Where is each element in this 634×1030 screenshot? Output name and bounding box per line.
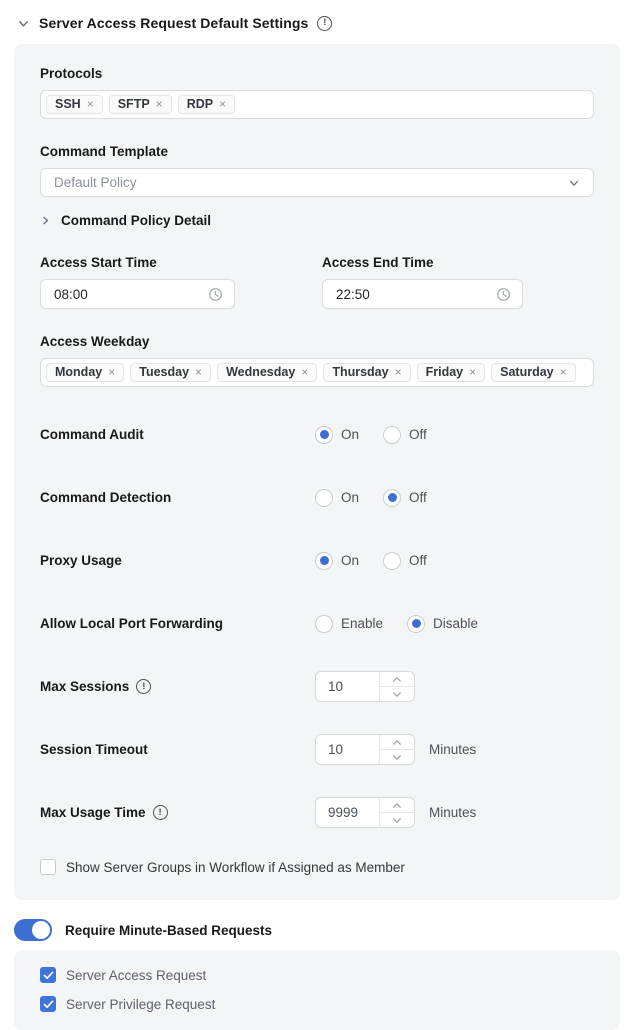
tag-label: Tuesday — [139, 365, 190, 379]
step-down-icon[interactable] — [380, 813, 414, 827]
max-sessions-input[interactable] — [315, 671, 415, 702]
radio-on[interactable] — [315, 552, 359, 570]
show-server-groups-label: Show Server Groups in Workflow if Assigned as Member — [66, 859, 405, 875]
access-start-group — [40, 255, 235, 309]
access-start-label: Access Start Time — [40, 255, 157, 270]
minute-based-toggle-label: Require Minute-Based Requests — [65, 922, 273, 938]
command-detection-row — [40, 482, 594, 513]
radio-circle — [407, 615, 425, 633]
command-detection-label: Command Detection — [40, 490, 172, 505]
weekday-tag — [46, 363, 124, 382]
weekday-tag — [417, 363, 486, 382]
access-weekday-input[interactable] — [40, 358, 594, 387]
settings-card — [14, 44, 620, 900]
access-end-label: Access End Time — [322, 255, 434, 270]
minutes-suffix: Minutes — [429, 805, 477, 820]
server-privilege-request-label: Server Privilege Request — [66, 996, 216, 1012]
radio-label: On — [341, 427, 360, 442]
toggle-knob — [32, 921, 50, 939]
local-port-forwarding-row — [40, 608, 594, 639]
info-icon[interactable]: ! — [136, 679, 151, 694]
weekday-tag — [130, 363, 211, 382]
access-weekday-label: Access Weekday — [40, 334, 150, 349]
info-icon[interactable]: ! — [153, 805, 168, 820]
max-usage-time-input[interactable] — [315, 797, 415, 828]
tag-label: Monday — [55, 365, 103, 379]
session-timeout-row — [40, 734, 594, 765]
radio-off[interactable] — [383, 552, 427, 570]
proxy-usage-options — [315, 552, 427, 570]
protocol-tag — [178, 95, 235, 114]
proxy-usage-label: Proxy Usage — [40, 553, 122, 568]
access-weekday-group — [40, 334, 594, 387]
radio-label: On — [341, 490, 360, 505]
access-time-row — [40, 255, 594, 309]
session-timeout-input-group — [315, 734, 476, 765]
tag-label: SSH — [55, 97, 81, 111]
tag-label: Thursday — [332, 365, 389, 379]
radio-circle — [315, 615, 333, 633]
remove-tag-icon[interactable]: × — [195, 365, 203, 379]
radio-on[interactable] — [315, 489, 359, 507]
max-usage-time-input-group — [315, 797, 476, 828]
command-template-select[interactable] — [40, 168, 594, 197]
show-server-groups-checkbox[interactable] — [40, 859, 56, 875]
server-access-request-checkbox[interactable] — [40, 967, 56, 983]
radio-label: Off — [409, 427, 427, 442]
proxy-usage-row — [40, 545, 594, 576]
weekday-tag — [323, 363, 410, 382]
tag-label: Friday — [425, 365, 464, 379]
step-up-icon[interactable] — [380, 798, 414, 813]
max-usage-time-label — [40, 805, 315, 820]
number-value: 9999 — [328, 805, 359, 820]
max-usage-time-row — [40, 797, 594, 828]
weekday-tag — [217, 363, 317, 382]
session-timeout-label — [40, 742, 315, 757]
remove-tag-icon[interactable]: × — [469, 365, 477, 379]
radio-label: Disable — [433, 616, 479, 631]
protocols-label: Protocols — [40, 66, 103, 81]
command-detection-options — [315, 489, 427, 507]
number-stepper — [379, 672, 414, 701]
step-up-icon[interactable] — [380, 672, 414, 687]
remove-tag-icon[interactable]: × — [86, 97, 94, 111]
clock-icon[interactable] — [496, 287, 511, 302]
remove-tag-icon[interactable]: × — [155, 97, 163, 111]
section-title: Server Access Request Default Settings — [39, 15, 309, 31]
local-port-forwarding-options — [315, 615, 478, 633]
protocol-tag — [109, 95, 172, 114]
step-down-icon[interactable] — [380, 750, 414, 764]
chevron-down-icon — [568, 177, 580, 189]
command-policy-detail-label: Command Policy Detail — [61, 213, 212, 228]
radio-label: Enable — [341, 616, 384, 631]
command-audit-options — [315, 426, 427, 444]
radio-off[interactable] — [383, 489, 427, 507]
minutes-suffix: Minutes — [429, 742, 477, 757]
radio-enable[interactable] — [315, 615, 383, 633]
max-sessions-input-group — [315, 671, 415, 702]
section-header — [0, 0, 634, 33]
chevron-right-icon — [40, 215, 51, 226]
server-privilege-request-checkbox[interactable] — [40, 996, 56, 1012]
number-stepper — [379, 798, 414, 827]
step-down-icon[interactable] — [380, 687, 414, 701]
radio-on[interactable] — [315, 426, 359, 444]
remove-tag-icon[interactable]: × — [394, 365, 402, 379]
radio-off[interactable] — [383, 426, 427, 444]
tag-label: Wednesday — [226, 365, 296, 379]
tag-label: SFTP — [117, 97, 150, 111]
number-stepper — [379, 735, 414, 764]
radio-circle — [383, 552, 401, 570]
server-access-request-row — [40, 967, 594, 983]
command-policy-detail-toggle[interactable] — [40, 213, 594, 228]
chevron-down-icon[interactable] — [17, 17, 30, 30]
tag-label: Saturday — [500, 365, 554, 379]
server-privilege-request-row — [40, 996, 594, 1012]
command-template-label: Command Template — [40, 144, 169, 159]
minute-based-toggle[interactable] — [14, 919, 52, 941]
step-up-icon[interactable] — [380, 735, 414, 750]
radio-disable[interactable] — [407, 615, 478, 633]
radio-circle — [383, 489, 401, 507]
number-value: 10 — [328, 742, 344, 757]
access-start-input[interactable] — [40, 279, 235, 309]
select-value: Default Policy — [54, 175, 137, 190]
radio-label: On — [341, 553, 360, 568]
max-sessions-label — [40, 679, 315, 694]
weekday-tag — [491, 363, 576, 382]
local-port-forwarding-label: Allow Local Port Forwarding — [40, 616, 224, 631]
minute-based-toggle-row — [14, 919, 620, 941]
clock-icon[interactable] — [208, 287, 223, 302]
max-sessions-row — [40, 671, 594, 702]
session-timeout-input[interactable] — [315, 734, 415, 765]
access-end-value: 22:50 — [336, 286, 370, 302]
remove-tag-icon[interactable]: × — [301, 365, 309, 379]
radio-circle — [383, 426, 401, 444]
command-audit-row — [40, 419, 594, 450]
remove-tag-icon[interactable]: × — [559, 365, 567, 379]
protocols-input[interactable] — [40, 90, 594, 119]
row-label-text: Session Timeout — [40, 742, 148, 757]
radio-label: Off — [409, 553, 427, 568]
server-access-request-label: Server Access Request — [66, 967, 207, 983]
protocol-tag — [46, 95, 103, 114]
row-label-text: Max Usage Time — [40, 805, 146, 820]
access-start-value: 08:00 — [54, 286, 88, 302]
tag-label: RDP — [186, 97, 214, 111]
show-server-groups-row — [40, 859, 594, 875]
remove-tag-icon[interactable]: × — [219, 97, 227, 111]
radio-circle — [315, 552, 333, 570]
radio-circle — [315, 426, 333, 444]
info-icon[interactable]: ! — [317, 16, 332, 31]
radio-label: Off — [409, 490, 427, 505]
command-audit-label: Command Audit — [40, 427, 144, 442]
row-label-text: Max Sessions — [40, 679, 130, 694]
access-end-input[interactable] — [322, 279, 523, 309]
remove-tag-icon[interactable]: × — [108, 365, 116, 379]
radio-circle — [315, 489, 333, 507]
number-value: 10 — [328, 679, 344, 694]
access-end-group — [322, 255, 523, 309]
request-types-card — [14, 950, 620, 1030]
